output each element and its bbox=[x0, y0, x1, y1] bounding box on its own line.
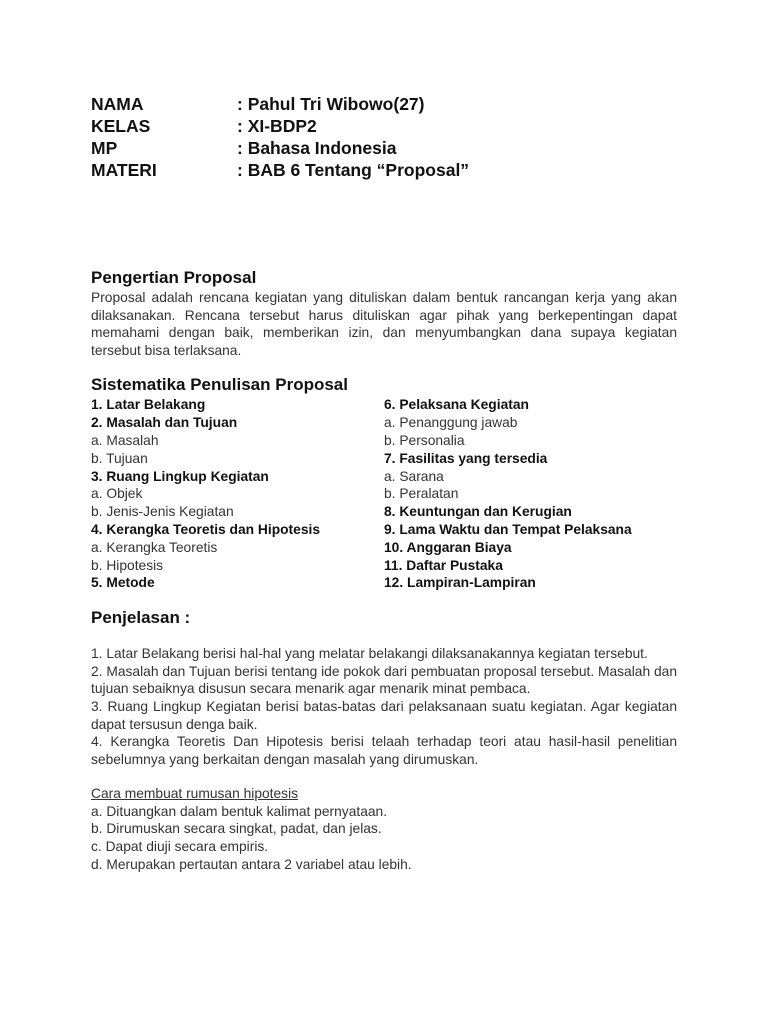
list-item: 3. Ruang Lingkup Kegiatan bbox=[91, 468, 269, 484]
list-item: b. Jenis-Jenis Kegiatan bbox=[91, 504, 234, 520]
pengertian-text: Proposal adalah rencana kegiatan yang dituliskan dalam bentuk rancangan kerja yang akan dilaksanakan. Rencana tersebut harus dituliskan agar pihak yang berkepentingan dapat memahami dengan baik, memberikan izin, dan menyumbangkan dana supaya kegiatan tersebut bisa terlaksana. bbox=[91, 290, 677, 358]
list-item: 2. Masalah dan Tujuan bbox=[91, 415, 238, 431]
penjelasan-heading: Penjelasan : bbox=[91, 608, 191, 628]
header-value: : BAB 6 Tentang “Proposal” bbox=[237, 160, 470, 180]
header-value: : Bahasa Indonesia bbox=[237, 138, 397, 158]
hipotesis-item: c. Dapat diuji secara empiris. bbox=[91, 839, 269, 855]
header-key: MP bbox=[91, 138, 118, 158]
header-key: NAMA bbox=[91, 94, 144, 114]
sistematika-columns bbox=[91, 396, 677, 592]
pengertian-section bbox=[91, 267, 677, 359]
document-page bbox=[91, 93, 677, 873]
list-item: 6. Pelaksana Kegiatan bbox=[384, 397, 529, 413]
hipotesis-item: d. Merupakan pertautan antara 2 variabel atau lebih. bbox=[91, 856, 412, 872]
hipotesis-section bbox=[91, 785, 677, 873]
list-item: 11. Daftar Pustaka bbox=[384, 557, 503, 573]
list-item: b. Hipotesis bbox=[91, 557, 164, 573]
header-key: KELAS bbox=[91, 116, 151, 136]
header-row-mp bbox=[91, 137, 677, 159]
header-block bbox=[91, 93, 677, 181]
sistematika-left-column bbox=[91, 396, 384, 592]
list-item: a. Masalah bbox=[91, 432, 159, 448]
header-key: MATERI bbox=[91, 160, 157, 180]
list-item: 7. Fasilitas yang tersedia bbox=[384, 450, 548, 466]
sistematika-right-column bbox=[384, 396, 677, 592]
list-item: a. Penanggung jawab bbox=[384, 415, 518, 431]
list-item: 5. Metode bbox=[91, 575, 155, 591]
penjelasan-item: 2. Masalah dan Tujuan berisi tentang ide pokok dari pembuatan proposal tersebut. Masalah dan tujuan sebaiknya disusun secara menarik agar menarik minat pembaca. bbox=[91, 663, 677, 697]
list-item: b. Tujuan bbox=[91, 450, 148, 466]
header-row-nama bbox=[91, 93, 677, 115]
pengertian-heading: Pengertian Proposal bbox=[91, 268, 257, 287]
sistematika-section bbox=[91, 374, 677, 592]
header-value: : XI-BDP2 bbox=[237, 116, 317, 136]
list-item: 1. Latar Belakang bbox=[91, 397, 206, 413]
header-row-materi bbox=[91, 159, 677, 181]
header-value: : Pahul Tri Wibowo(27) bbox=[237, 94, 425, 114]
hipotesis-title: Cara membuat rumusan hipotesis bbox=[91, 786, 299, 802]
list-item: a. Kerangka Teoretis bbox=[91, 539, 218, 555]
sistematika-heading: Sistematika Penulisan Proposal bbox=[91, 375, 348, 395]
list-item: a. Sarana bbox=[384, 468, 444, 484]
list-item: 12. Lampiran-Lampiran bbox=[384, 575, 536, 591]
hipotesis-item: b. Dirumuskan secara singkat, padat, dan jelas. bbox=[91, 821, 382, 837]
hipotesis-item: a. Dituangkan dalam bentuk kalimat pernyataan. bbox=[91, 803, 388, 819]
list-item: 8. Keuntungan dan Kerugian bbox=[384, 504, 572, 520]
list-item: 9. Lama Waktu dan Tempat Pelaksana bbox=[384, 521, 632, 537]
penjelasan-section bbox=[91, 607, 677, 768]
list-item: 4. Kerangka Teoretis dan Hipotesis bbox=[91, 521, 320, 537]
list-item: 10. Anggaran Biaya bbox=[384, 539, 512, 555]
header-row-kelas bbox=[91, 115, 677, 137]
penjelasan-item: 1. Latar Belakang berisi hal-hal yang melatar belakangi dilaksanakannya kegiatan tersebut. bbox=[91, 646, 648, 662]
list-item: b. Personalia bbox=[384, 432, 465, 448]
list-item: a. Objek bbox=[91, 486, 143, 502]
penjelasan-item: 4. Kerangka Teoretis Dan Hipotesis berisi telaah terhadap teori atau hasil-hasil penelitian sebelumnya yang berkaitan dengan masalah yang dirumuskan. bbox=[91, 734, 677, 767]
penjelasan-item: 3. Ruang Lingkup Kegiatan berisi batas-batas dari pelaksanaan suatu kegiatan. Agar kegiatan dapat tersusun denga baik. bbox=[91, 698, 677, 732]
list-item: b. Peralatan bbox=[384, 486, 459, 502]
